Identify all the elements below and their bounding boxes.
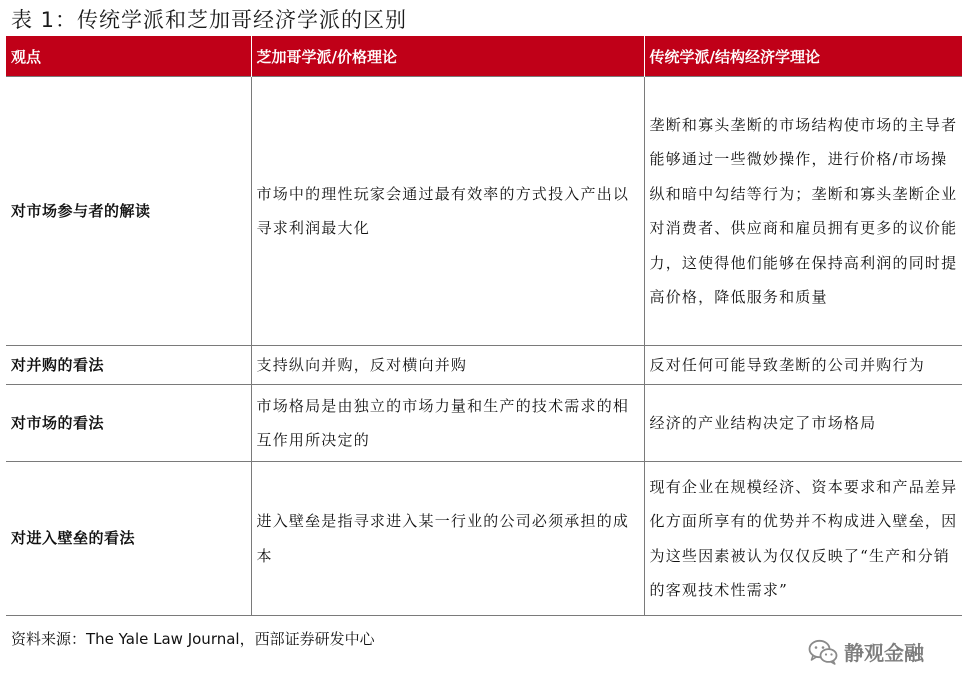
chicago-cell: 市场中的理性玩家会通过最有效率的方式投入产出以寻求利润最大化 [251, 77, 644, 346]
chicago-cell: 进入壁垒是指寻求进入某一行业的公司必须承担的成本 [251, 462, 644, 616]
table-row [6, 77, 962, 346]
watermark-text: 静观金融 [844, 641, 924, 665]
header-chicago-school: 芝加哥学派/价格理论 [251, 36, 644, 77]
traditional-cell: 现有企业在规模经济、资本要求和产品差异化方面所享有的优势并不构成进入壁垒，因为这些因素被认为仅仅反映了“生产和分销的客观技术性需求” [644, 462, 962, 616]
header-traditional-school: 传统学派/结构经济学理论 [644, 36, 962, 77]
chicago-cell: 支持纵向并购，反对横向并购 [251, 346, 644, 385]
table-row [6, 385, 962, 462]
table-row [6, 462, 962, 616]
chicago-cell: 市场格局是由独立的市场力量和生产的技术需求的相互作用所决定的 [251, 385, 644, 462]
comparison-table [6, 36, 962, 616]
row-label: 对市场的看法 [6, 385, 251, 462]
table-row [6, 346, 962, 385]
traditional-cell: 垄断和寡头垄断的市场结构使市场的主导者能够通过一些微妙操作，进行价格/市场操纵和暗中勾结等行为；垄断和寡头垄断企业对消费者、供应商和雇员拥有更多的议价能力，这使得他们能够在保持高利润的同时提高价格，降低服务和质量 [644, 77, 962, 346]
wechat-icon [808, 639, 838, 665]
table-header-row [6, 36, 962, 77]
row-label: 对并购的看法 [6, 346, 251, 385]
row-label: 对市场参与者的解读 [6, 77, 251, 346]
row-label: 对进入壁垒的看法 [6, 462, 251, 616]
watermark [808, 637, 924, 666]
table-title: 表 1：传统学派和芝加哥经济学派的区别 [11, 8, 408, 32]
traditional-cell: 经济的产业结构决定了市场格局 [644, 385, 962, 462]
traditional-cell: 反对任何可能导致垄断的公司并购行为 [644, 346, 962, 385]
source-note: 资料来源：The Yale Law Journal，西部证券研发中心 [11, 630, 375, 648]
header-viewpoint: 观点 [6, 36, 251, 77]
